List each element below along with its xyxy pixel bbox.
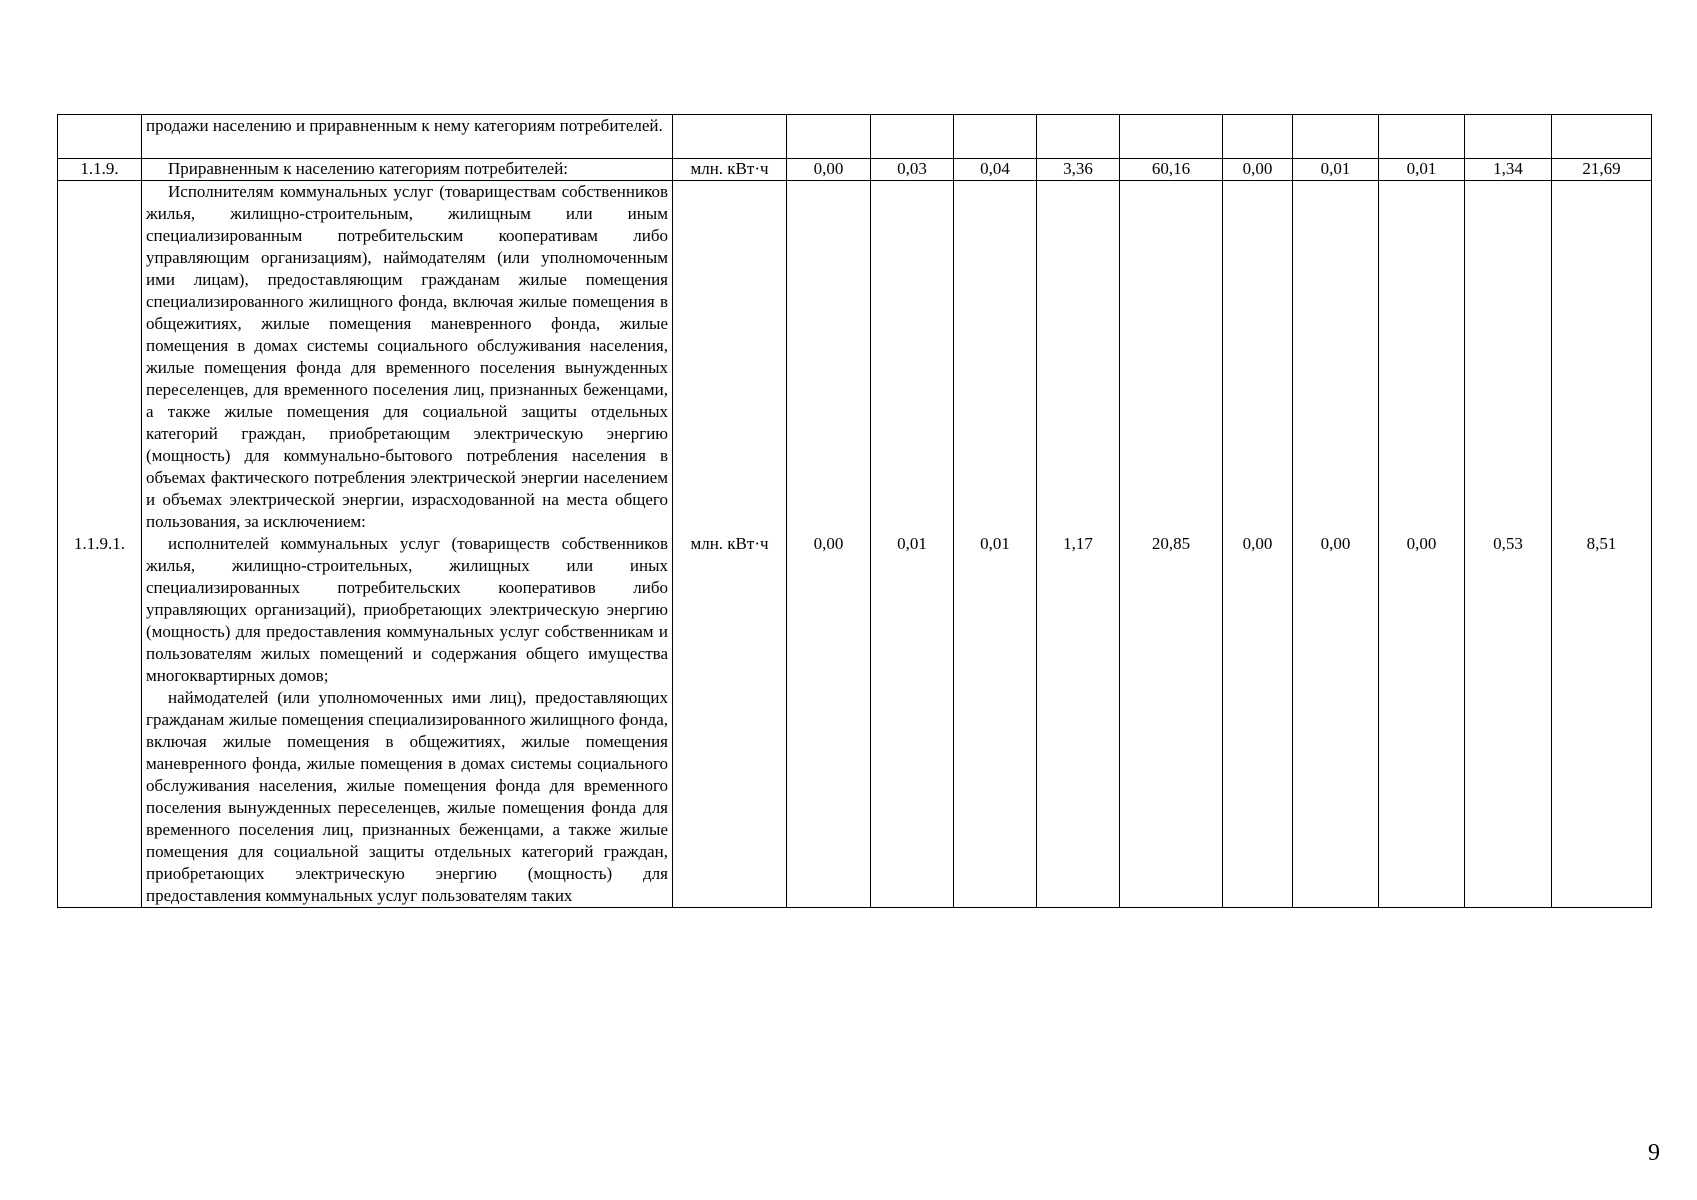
row-number: 1.1.9.1. bbox=[58, 181, 142, 908]
description-paragraph: Исполнителям коммунальных услуг (товариществам собственников жилья, жилищно-строительным, жилищным или иным специализированным потребительским кооперативам либо управляющим организациям), наймодателям (или уполномоченным ими лицам), предоставляющим гражданам жилые помещения специализированного жилищного фонда, включая жилые помещения в общежитиях, жилые помещения маневренного фонда, жилые помещения в домах системы социального обслуживания населения, жилые помещения фонда для временного поселения вынужденных переселенцев, для временного поселения лиц, признанных беженцами, а также жилые помещения для социальной защиты отдельных категорий граждан, приобретающим электрическую энергию (мощность) для коммунально-бытового потребления населения в объемах фактического потребления электрической энергии населением и объемах электрической энергии, израсходованной на места общего пользования, за исключением: bbox=[146, 182, 668, 531]
row-description bbox=[142, 159, 673, 181]
value-cell: 0,00 bbox=[1223, 159, 1293, 181]
value-cell: 0,01 bbox=[871, 181, 954, 908]
value-cell bbox=[871, 115, 954, 159]
value-cell: 0,00 bbox=[1223, 181, 1293, 908]
table-row bbox=[58, 115, 1652, 159]
value-cell bbox=[954, 115, 1037, 159]
value-cell bbox=[1465, 115, 1552, 159]
value-cell: 0,00 bbox=[787, 181, 871, 908]
table-row bbox=[58, 159, 1652, 181]
row-description bbox=[142, 115, 673, 159]
value-cell: 0,00 bbox=[1293, 181, 1379, 908]
row-unit bbox=[673, 115, 787, 159]
value-cell: 0,03 bbox=[871, 159, 954, 181]
value-cell: 0,01 bbox=[1379, 159, 1465, 181]
table-row bbox=[58, 181, 1652, 908]
value-cell: 8,51 bbox=[1552, 181, 1652, 908]
value-cell: 60,16 bbox=[1120, 159, 1223, 181]
value-cell: 0,01 bbox=[954, 181, 1037, 908]
value-cell: 0,00 bbox=[787, 159, 871, 181]
row-description bbox=[142, 181, 673, 908]
description-paragraph: наймодателей (или уполномоченных ими лиц), предоставляющих гражданам жилые помещения специализированного жилищного фонда, включая жилые помещения в общежитиях, жилые помещения маневренного фонда, жилые помещения в домах системы социального обслуживания населения, жилые помещения фонда для временного поселения вынужденных переселенцев, жилые помещения фонда для временного поселения лиц, признанных беженцами, а также жилые помещения для социальной защиты отдельных категорий граждан, приобретающих электрическую энергию (мощность) для предоставления коммунальных услуг пользователям таких bbox=[146, 688, 668, 905]
page-number: 9 bbox=[1648, 1140, 1660, 1166]
row-unit: млн. кВт·ч bbox=[673, 159, 787, 181]
row-number: 1.1.9. bbox=[58, 159, 142, 181]
value-cell bbox=[1120, 115, 1223, 159]
value-cell: 3,36 bbox=[1037, 159, 1120, 181]
value-cell: 0,53 bbox=[1465, 181, 1552, 908]
value-cell: 1,34 bbox=[1465, 159, 1552, 181]
data-table bbox=[57, 114, 1652, 908]
value-cell: 21,69 bbox=[1552, 159, 1652, 181]
value-cell bbox=[1293, 115, 1379, 159]
value-cell: 20,85 bbox=[1120, 181, 1223, 908]
description-paragraph: Приравненным к населению категориям потребителей: bbox=[168, 159, 569, 178]
value-cell: 0,01 bbox=[1293, 159, 1379, 181]
value-cell bbox=[1552, 115, 1652, 159]
description-paragraph: исполнителей коммунальных услуг (товариществ собственников жилья, жилищно-строительных, жилищных или иных специализированных потребительских кооперативов либо управляющих организаций), приобретающих электрическую энергию (мощность) для предоставления коммунальных услуг собственникам и пользователям жилых помещений и содержания общего имущества многоквартирных домов; bbox=[146, 534, 668, 685]
value-cell bbox=[1037, 115, 1120, 159]
value-cell bbox=[1223, 115, 1293, 159]
value-cell bbox=[787, 115, 871, 159]
value-cell bbox=[1379, 115, 1465, 159]
row-unit: млн. кВт·ч bbox=[673, 181, 787, 908]
row-number bbox=[58, 115, 142, 159]
value-cell: 0,04 bbox=[954, 159, 1037, 181]
description-paragraph: продажи населению и приравненным к нему категориям потребителей. bbox=[146, 116, 663, 135]
value-cell: 0,00 bbox=[1379, 181, 1465, 908]
value-cell: 1,17 bbox=[1037, 181, 1120, 908]
